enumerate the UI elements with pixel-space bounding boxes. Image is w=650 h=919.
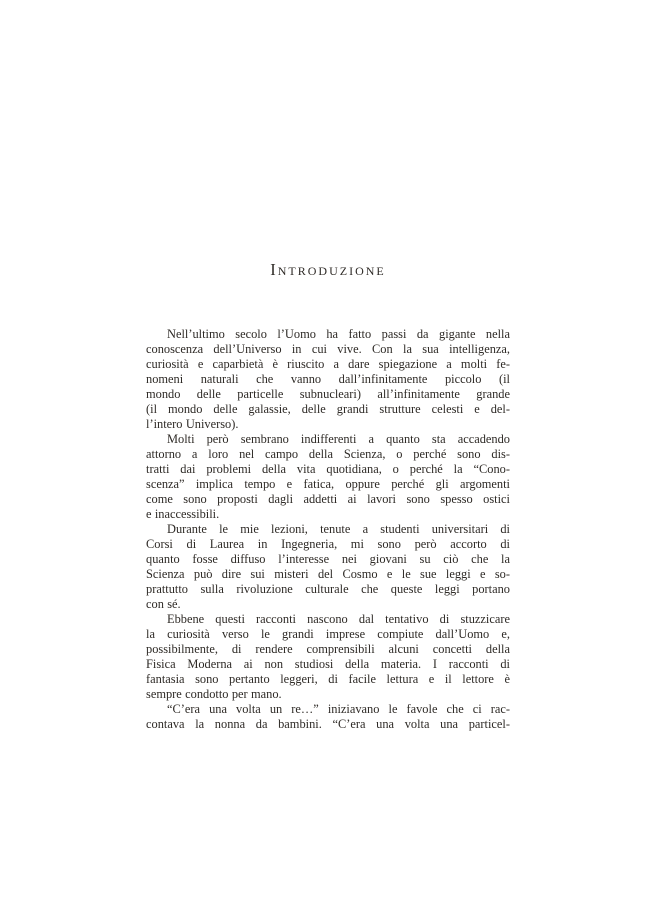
text-line: Molti però sembrano indifferenti a quanto sta accadendo — [167, 432, 510, 446]
text-line: nomeni naturali che vanno dall’infinitamente piccolo (il — [146, 372, 510, 386]
text-line: scenza” implica tempo e fatica, oppure perché gli argomenti — [146, 477, 510, 491]
text-line: quanto fosse diffuso l’interesse nei giovani su ciò che la — [146, 552, 510, 566]
text-line: (il mondo delle galassie, delle grandi strutture celesti e del- — [146, 402, 510, 416]
text-line: l’intero Universo). — [146, 417, 239, 431]
text-line: tratti dai problemi della vita quotidiana, o perché la “Cono- — [146, 462, 510, 476]
text-line: fantasia sono pertanto leggeri, di facile lettura e il lettore è — [146, 672, 510, 686]
text-line: e inaccessibili. — [146, 507, 220, 521]
text-line: prattutto sulla rivoluzione culturale che queste leggi portano — [146, 582, 510, 596]
text-line: contava la nonna da bambini. “C’era una volta una particel- — [146, 717, 510, 731]
text-line: possibilmente, di rendere comprensibili alcuni concetti della — [146, 642, 510, 656]
text-line: “C’era una volta un re…” iniziavano le favole che ci rac- — [167, 702, 510, 716]
text-line: Durante le mie lezioni, tenute a studenti universitari di — [167, 522, 510, 536]
page-title: Introduzione — [270, 260, 386, 279]
text-line: conoscenza dell’Universo in cui vive. Con la sua intelligenza, — [146, 342, 510, 356]
text-line: sempre condotto per mano. — [146, 687, 282, 701]
text-line: Scienza può dire sui misteri del Cosmo e le sue leggi e so- — [146, 567, 510, 581]
page-body — [146, 327, 510, 732]
text-line: la curiosità verso le grandi imprese compiute dall’Uomo e, — [146, 627, 510, 641]
text-line: Corsi di Laurea in Ingegneria, mi sono però accorto di — [146, 537, 510, 551]
text-line: attorno a loro nel campo della Scienza, o perché sono dis- — [146, 447, 510, 461]
text-line: curiosità e caparbietà è riuscito a dare spiegazione a molti fe- — [146, 357, 510, 371]
text-line: con sé. — [146, 597, 181, 611]
text-line: Nell’ultimo secolo l’Uomo ha fatto passi da gigante nella — [167, 327, 510, 341]
text-line: Fisica Moderna ai non studiosi della materia. I racconti di — [146, 657, 510, 671]
text-line: Ebbene questi racconti nascono dal tentativo di stuzzicare — [167, 612, 510, 626]
text-line: mondo delle particelle subnucleari) all’infinitamente grande — [146, 387, 510, 401]
text-line: come sono proposti dagli addetti ai lavori sono spesso ostici — [146, 492, 510, 506]
